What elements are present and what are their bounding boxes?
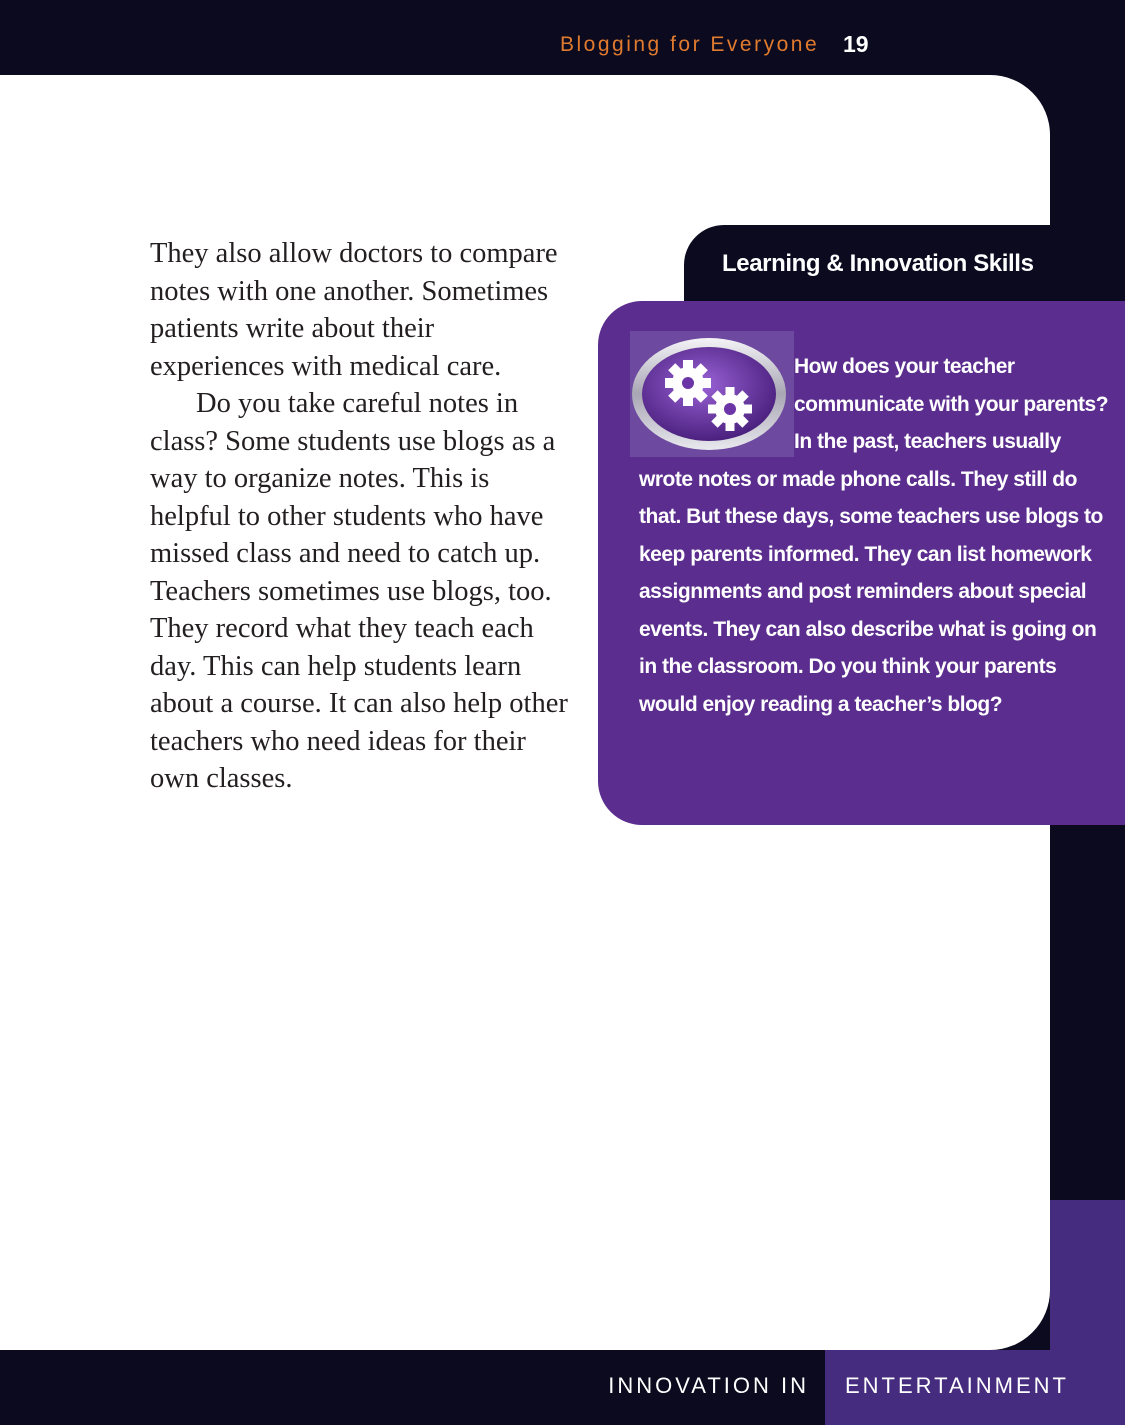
body-paragraph-1: They also allow doctors to compare notes with one another. Sometimes patients write about their experiences with medical care. — [150, 238, 558, 382]
header-band — [0, 0, 1125, 75]
footer-series-right: ENTERTAINMENT — [825, 1350, 1125, 1425]
sidebar-body: How does your teacher communicate with your parents? In the past, teachers usually wrote notes or made phone calls. They still do that. But these days, some teachers use blogs to keep parents informed. They can list homework assignments and post reminders about special events. They can also describe what is going on in the classroom. Do you think your parents would enjoy reading a teacher’s blog? — [639, 355, 1109, 716]
page-number: 19 — [843, 31, 869, 57]
running-title: Blogging for Everyone — [560, 33, 820, 56]
sidebar-text — [639, 348, 1109, 723]
icon-wrap-spacer — [639, 348, 794, 460]
footer-band — [0, 1350, 1125, 1425]
sidebar-box — [598, 301, 1125, 825]
body-paragraph-2: Do you take careful notes in class? Some students use blogs as a way to organize notes. This is helpful to other students who have missed class and need to catch up. Teachers sometimes use blogs, too. They record what they teach each day. This can help students learn about a course. It can also help other teachers who need ideas for their own classes. — [150, 388, 568, 794]
sidebar-title: Learning & Innovation Skills — [722, 250, 1034, 277]
sidebar-header — [684, 225, 1125, 301]
side-accent-bar — [1050, 1200, 1125, 1350]
footer-series-left: INNOVATION IN — [608, 1373, 809, 1398]
body-text — [150, 235, 570, 798]
